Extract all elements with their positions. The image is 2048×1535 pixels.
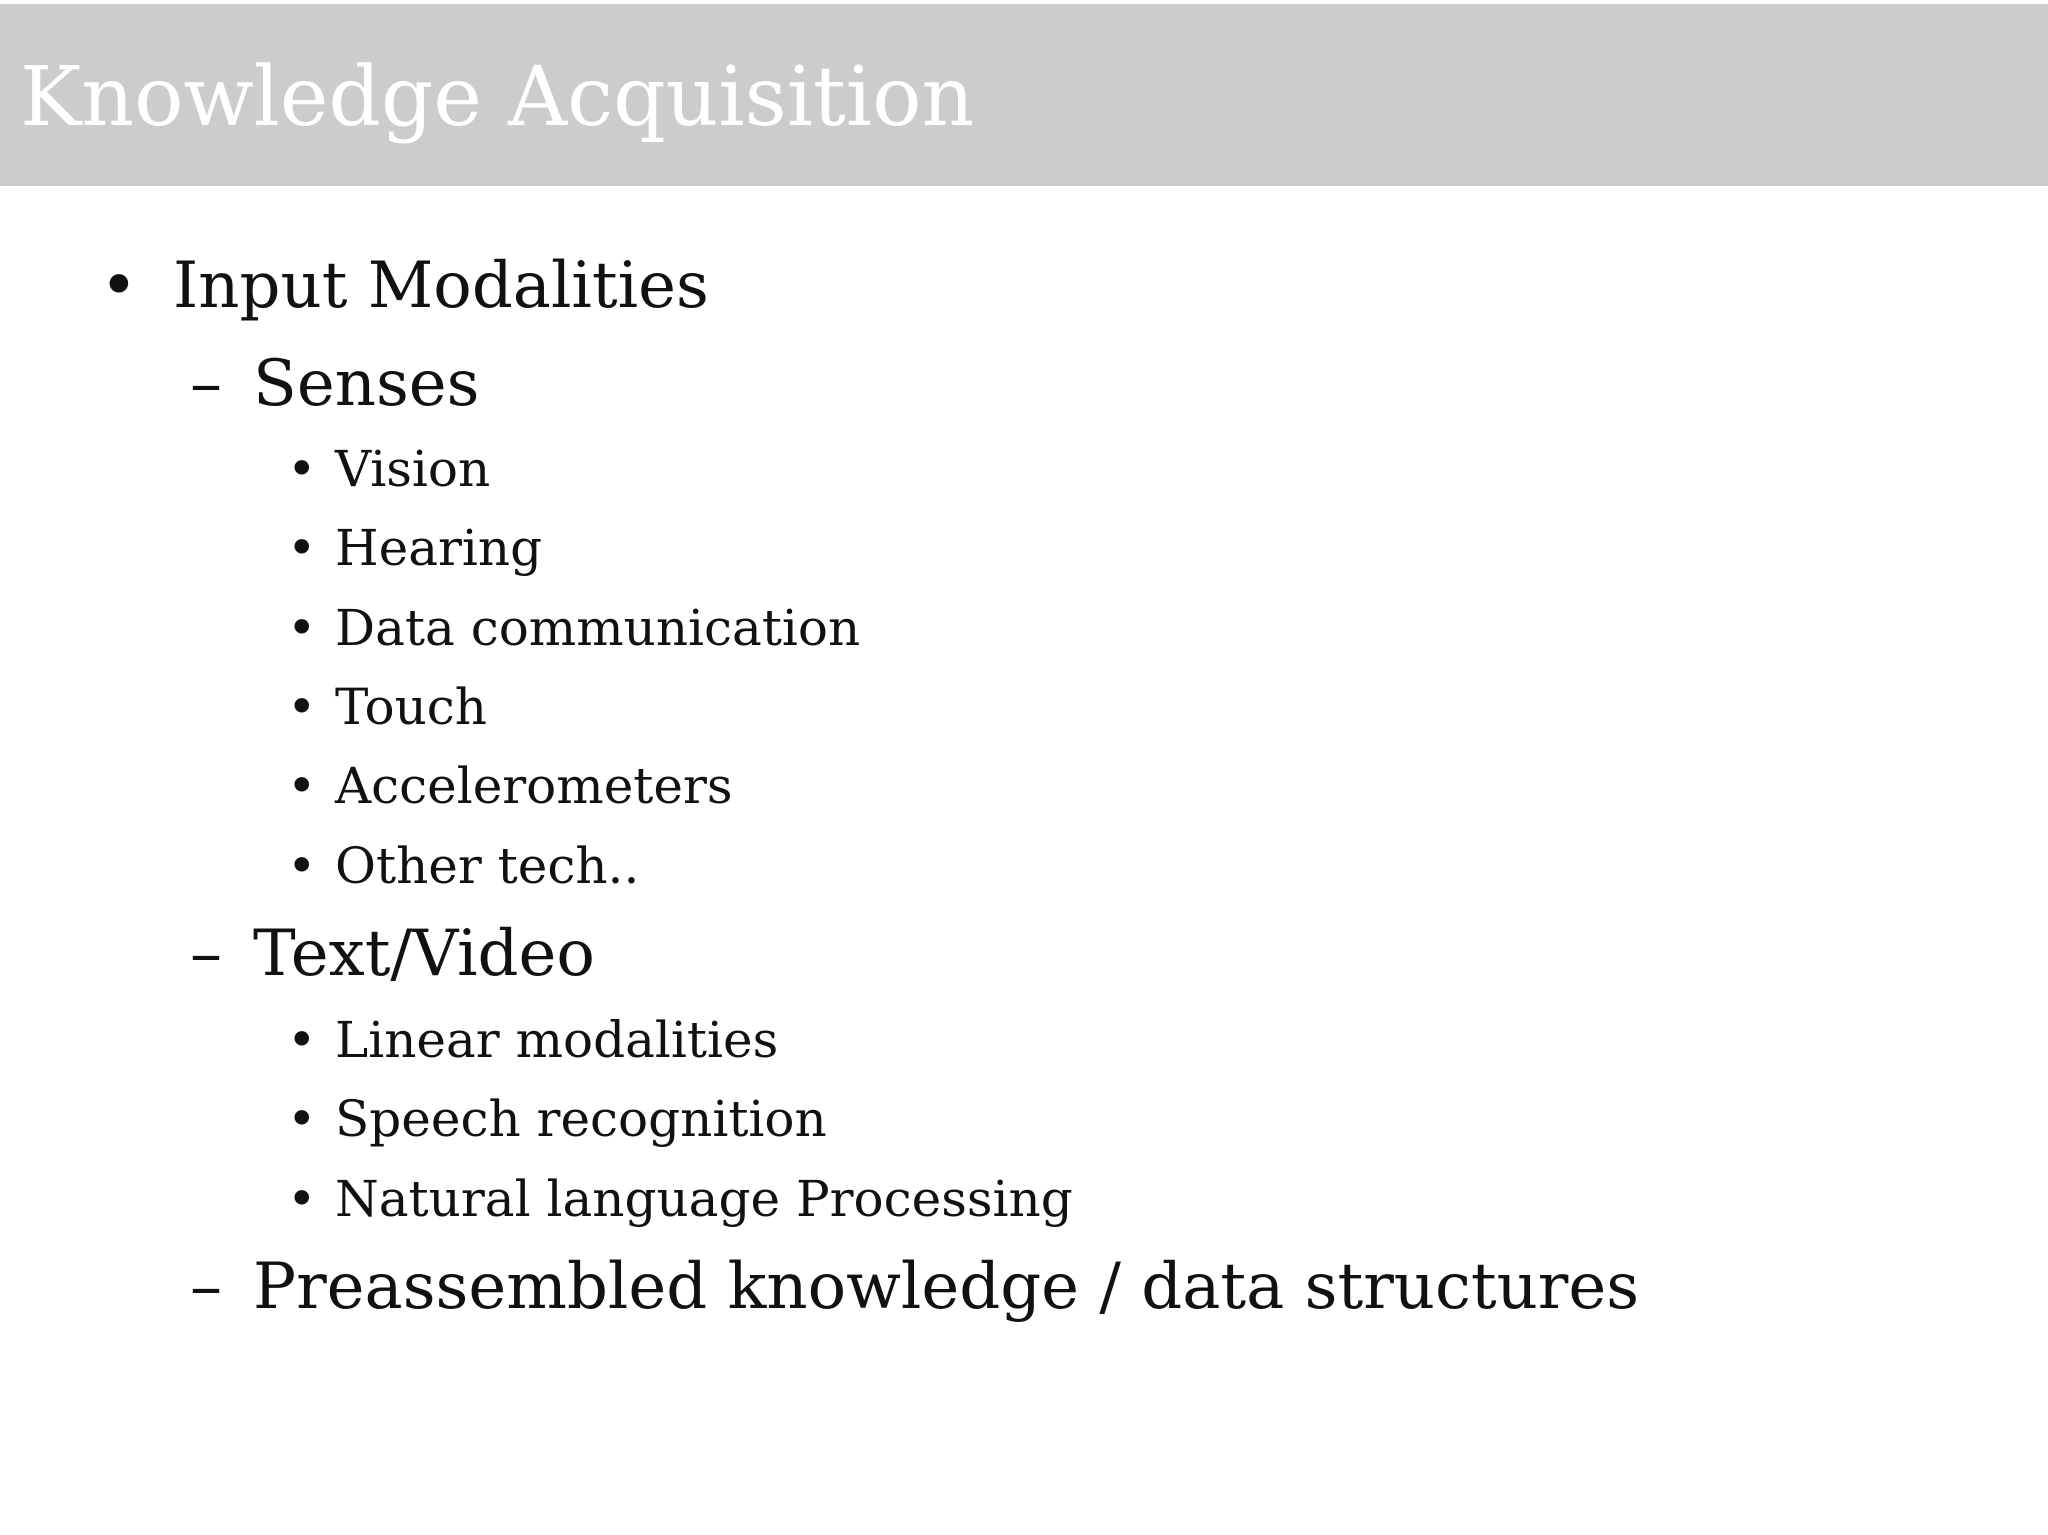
list-item-level3 — [287, 834, 640, 898]
list-item-text: Input Modalities — [173, 249, 709, 323]
list-item-level1 — [100, 246, 709, 326]
dash-marker: – — [190, 347, 222, 421]
list-item-level2 — [190, 914, 595, 994]
list-item-level3 — [287, 1087, 827, 1151]
bullet-marker: • — [287, 1170, 317, 1228]
list-item-level3 — [287, 675, 487, 739]
list-item-text: Hearing — [335, 519, 543, 577]
title-bar — [0, 4, 2048, 186]
list-item-level3 — [287, 754, 733, 818]
list-item-text: Speech recognition — [335, 1090, 827, 1148]
list-item-text: Linear modalities — [335, 1011, 779, 1069]
bullet-marker: • — [287, 757, 317, 815]
bullet-marker: • — [287, 678, 317, 736]
list-item-text: Text/Video — [253, 917, 595, 991]
list-item-text: Other tech.. — [335, 837, 640, 895]
list-item-level3 — [287, 596, 861, 660]
list-item-text: Senses — [253, 347, 480, 421]
list-item-level3 — [287, 516, 543, 580]
list-item-level2 — [190, 1247, 1640, 1327]
bullet-marker: • — [100, 249, 138, 323]
list-item-text: Vision — [335, 440, 491, 498]
slide-title: Knowledge Acquisition — [20, 50, 975, 145]
list-item-level3 — [287, 1167, 1073, 1231]
bullet-marker: • — [287, 837, 317, 895]
list-item-text: Natural language Processing — [335, 1170, 1073, 1228]
bullet-marker: • — [287, 599, 317, 657]
list-item-text: Accelerometers — [335, 757, 733, 815]
list-item-text: Preassembled knowledge / data structures — [253, 1250, 1640, 1324]
list-item-text: Touch — [335, 678, 487, 736]
bullet-marker: • — [287, 1090, 317, 1148]
list-item-level3 — [287, 437, 491, 501]
list-item-level2 — [190, 344, 480, 424]
list-item-text: Data communication — [335, 599, 861, 657]
bullet-marker: • — [287, 440, 317, 498]
bullet-marker: • — [287, 1011, 317, 1069]
dash-marker: – — [190, 1250, 222, 1324]
bullet-marker: • — [287, 519, 317, 577]
dash-marker: – — [190, 917, 222, 991]
list-item-level3 — [287, 1008, 779, 1072]
